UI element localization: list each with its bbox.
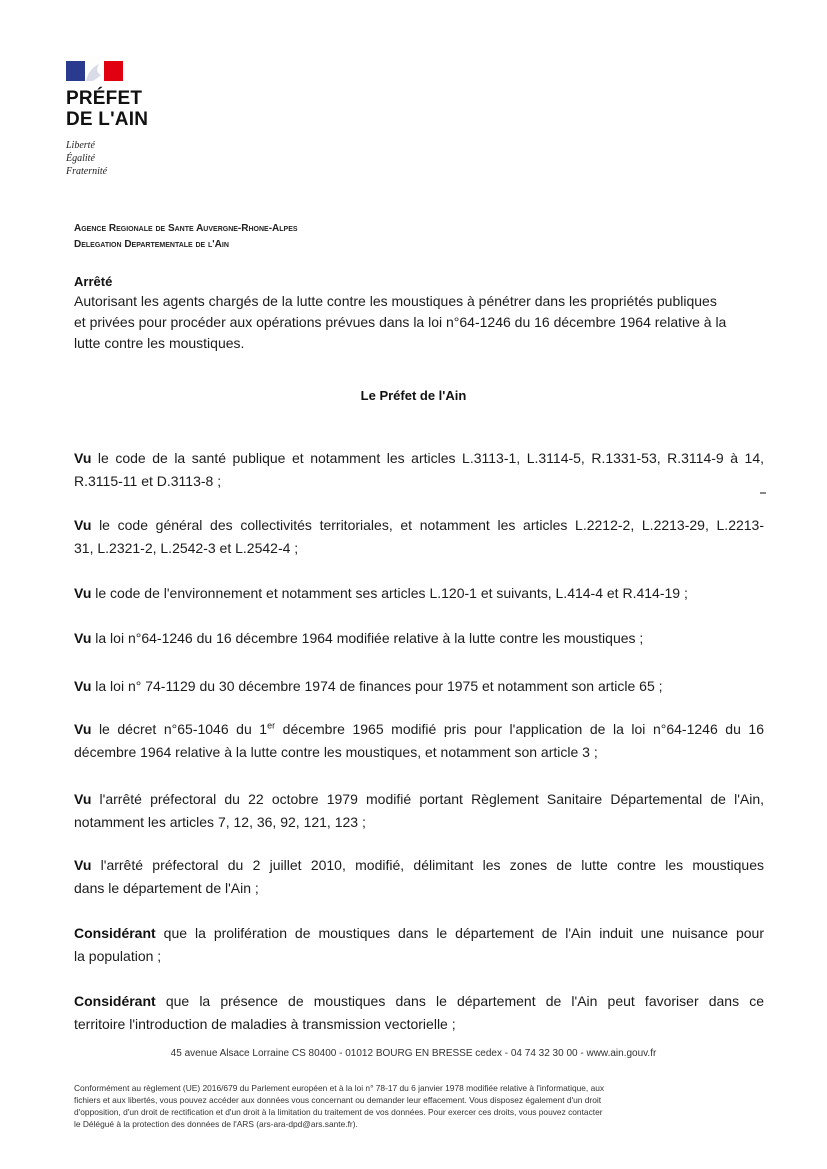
visa-paragraph	[74, 718, 764, 764]
visa-keyword: Vu	[74, 791, 92, 807]
scan-artifact	[760, 492, 766, 494]
considerant-paragraph	[74, 922, 764, 968]
legal-line: le Délégué à la protection des données de l'ARS (ars-ara-dpd@ars.sante.fr).	[74, 1119, 358, 1129]
visa-text: la loi n° 74-1129 du 30 décembre 1974 de finances pour 1975 et notamment son article 65 ;	[95, 678, 663, 694]
visa-paragraph	[74, 514, 764, 560]
visa-keyword: Vu	[74, 678, 92, 694]
marianne-logo-icon	[66, 61, 123, 81]
motto-egalite: Égalité	[66, 153, 95, 164]
flag-red-band	[104, 61, 123, 81]
agency-delegation: Delegation Departementale de l'Ain	[74, 239, 229, 250]
visa-text: le code général des collectivités territoriales, et notamment les articles L.2212-2, L.2213-29, L.2213-	[99, 517, 765, 533]
visa-text-after: décembre 1965 modifié pris pour l'application de la loi n°64-1246 du 16	[275, 721, 764, 737]
considerant-text: que la prolifération de moustiques dans le département de l'Ain induit une nuisance pour	[163, 925, 765, 941]
visa-text: l'arrêté préfectoral du 2 juillet 2010, modifié, délimitant les zones de lutte contre les moustiques	[100, 857, 764, 873]
considerant-line-2: la population ;	[74, 948, 162, 964]
subject-line: et privées pour procéder aux opérations prévues dans la loi n°64-1246 du 16 décembre 1964 relative à la	[74, 314, 727, 330]
prefet-title: Le Préfet de l'Ain	[360, 388, 467, 403]
visa-line	[74, 582, 764, 605]
visa-line	[74, 514, 764, 537]
visa-text: la loi n°64-1246 du 16 décembre 1964 modifiée relative à la lutte contre les moustiques ;	[95, 630, 644, 646]
visa-paragraph	[74, 582, 764, 605]
visa-line	[74, 718, 764, 741]
visa-keyword: Vu	[74, 517, 92, 533]
visa-line-2: R.3115-11 et D.3113-8 ;	[74, 473, 222, 489]
visa-line-2: décembre 1964 relative à la lutte contre les moustiques, et notamment son article 3 ;	[74, 744, 598, 760]
logo-title-line2: DE L'AIN	[66, 109, 149, 130]
considerant-text: que la présence de moustiques dans le département de l'Ain peut favoriser dans ce	[165, 993, 765, 1009]
visa-keyword: Vu	[74, 857, 92, 873]
visa-paragraph	[74, 447, 764, 493]
visa-keyword: Vu	[74, 450, 92, 466]
visa-text: le code de l'environnement et notamment ses articles L.120-1 et suivants, L.414-4 et R.414-19 ;	[95, 585, 688, 601]
visa-line-2: notamment les articles 7, 12, 36, 92, 121, 123 ;	[74, 814, 366, 830]
footer-address: 45 avenue Alsace Lorraine CS 80400 - 01012 BOURG EN BRESSE cedex - 04 74 32 30 00 - www.ain.gouv.fr	[170, 1048, 657, 1059]
visa-line	[74, 447, 764, 470]
visa-text: l'arrêté préfectoral du 22 octobre 1979 modifié portant Règlement Sanitaire Départemental de l'Ain,	[99, 791, 764, 807]
considerant-line	[74, 990, 764, 1013]
prefet-logo-title	[66, 88, 148, 130]
visa-paragraph	[74, 627, 764, 650]
visa-text-sup: er	[267, 720, 276, 731]
visa-text-before: le décret n°65-1046 du 1	[98, 721, 268, 737]
republic-motto	[66, 139, 107, 178]
agency-name: Agence Regionale de Sante Auvergne-Rhone-Alpes	[74, 223, 298, 234]
visa-line	[74, 788, 764, 811]
visa-paragraph	[74, 854, 764, 900]
legal-line: fichiers et aux libertés, vous pouvez accéder aux données vous concernant ou demander leur effacement. Vous disposez également d'un droit	[74, 1095, 602, 1105]
considerant-keyword: Considérant	[74, 993, 156, 1009]
motto-liberte: Liberté	[66, 140, 95, 151]
visa-line-2: dans le département de l'Ain ;	[74, 880, 259, 896]
visa-line-2: 31, L.2321-2, L.2542-3 et L.2542-4 ;	[74, 540, 299, 556]
considerant-paragraph	[74, 990, 764, 1036]
legal-line: Conformément au règlement (UE) 2016/679 du Parlement européen et à la loi n° 78-17 du 6 janvier 1978 modifiée relative à l'informatique, aux	[74, 1083, 605, 1093]
visa-line	[74, 854, 764, 877]
arrete-label: Arrêté	[74, 274, 113, 289]
visa-line	[74, 627, 764, 650]
visa-text: le code de la santé publique et notamment les articles L.3113-1, L.3114-5, R.1331-53, R.3114-9 à 14,	[97, 450, 764, 466]
considerant-line	[74, 922, 764, 945]
subject-line: lutte contre les moustiques.	[74, 335, 245, 351]
flag-blue-band	[66, 61, 85, 81]
visa-paragraph	[74, 788, 764, 834]
arrete-subject	[74, 291, 770, 354]
subject-line: Autorisant les agents chargés de la lutte contre les moustiques à pénétrer dans les propriétés publiques	[74, 293, 717, 309]
visa-line	[74, 675, 764, 698]
visa-keyword: Vu	[74, 585, 92, 601]
visa-keyword: Vu	[74, 721, 92, 737]
visa-paragraph	[74, 675, 764, 698]
agency-block	[74, 221, 298, 253]
logo-title-line1: PRÉFET	[66, 88, 143, 109]
considerant-keyword: Considérant	[74, 925, 156, 941]
motto-fraternite: Fraternité	[66, 166, 108, 177]
considerant-line-2: territoire l'introduction de maladies à transmission vectorielle ;	[74, 1016, 456, 1032]
footer-legal-notice	[74, 1082, 764, 1130]
legal-line: d'opposition, d'un droit de rectification et d'un droit à la limitation du traitement de vos données. Pour exercer ces droits, vous pouvez contacter	[74, 1107, 603, 1117]
visa-keyword: Vu	[74, 630, 92, 646]
